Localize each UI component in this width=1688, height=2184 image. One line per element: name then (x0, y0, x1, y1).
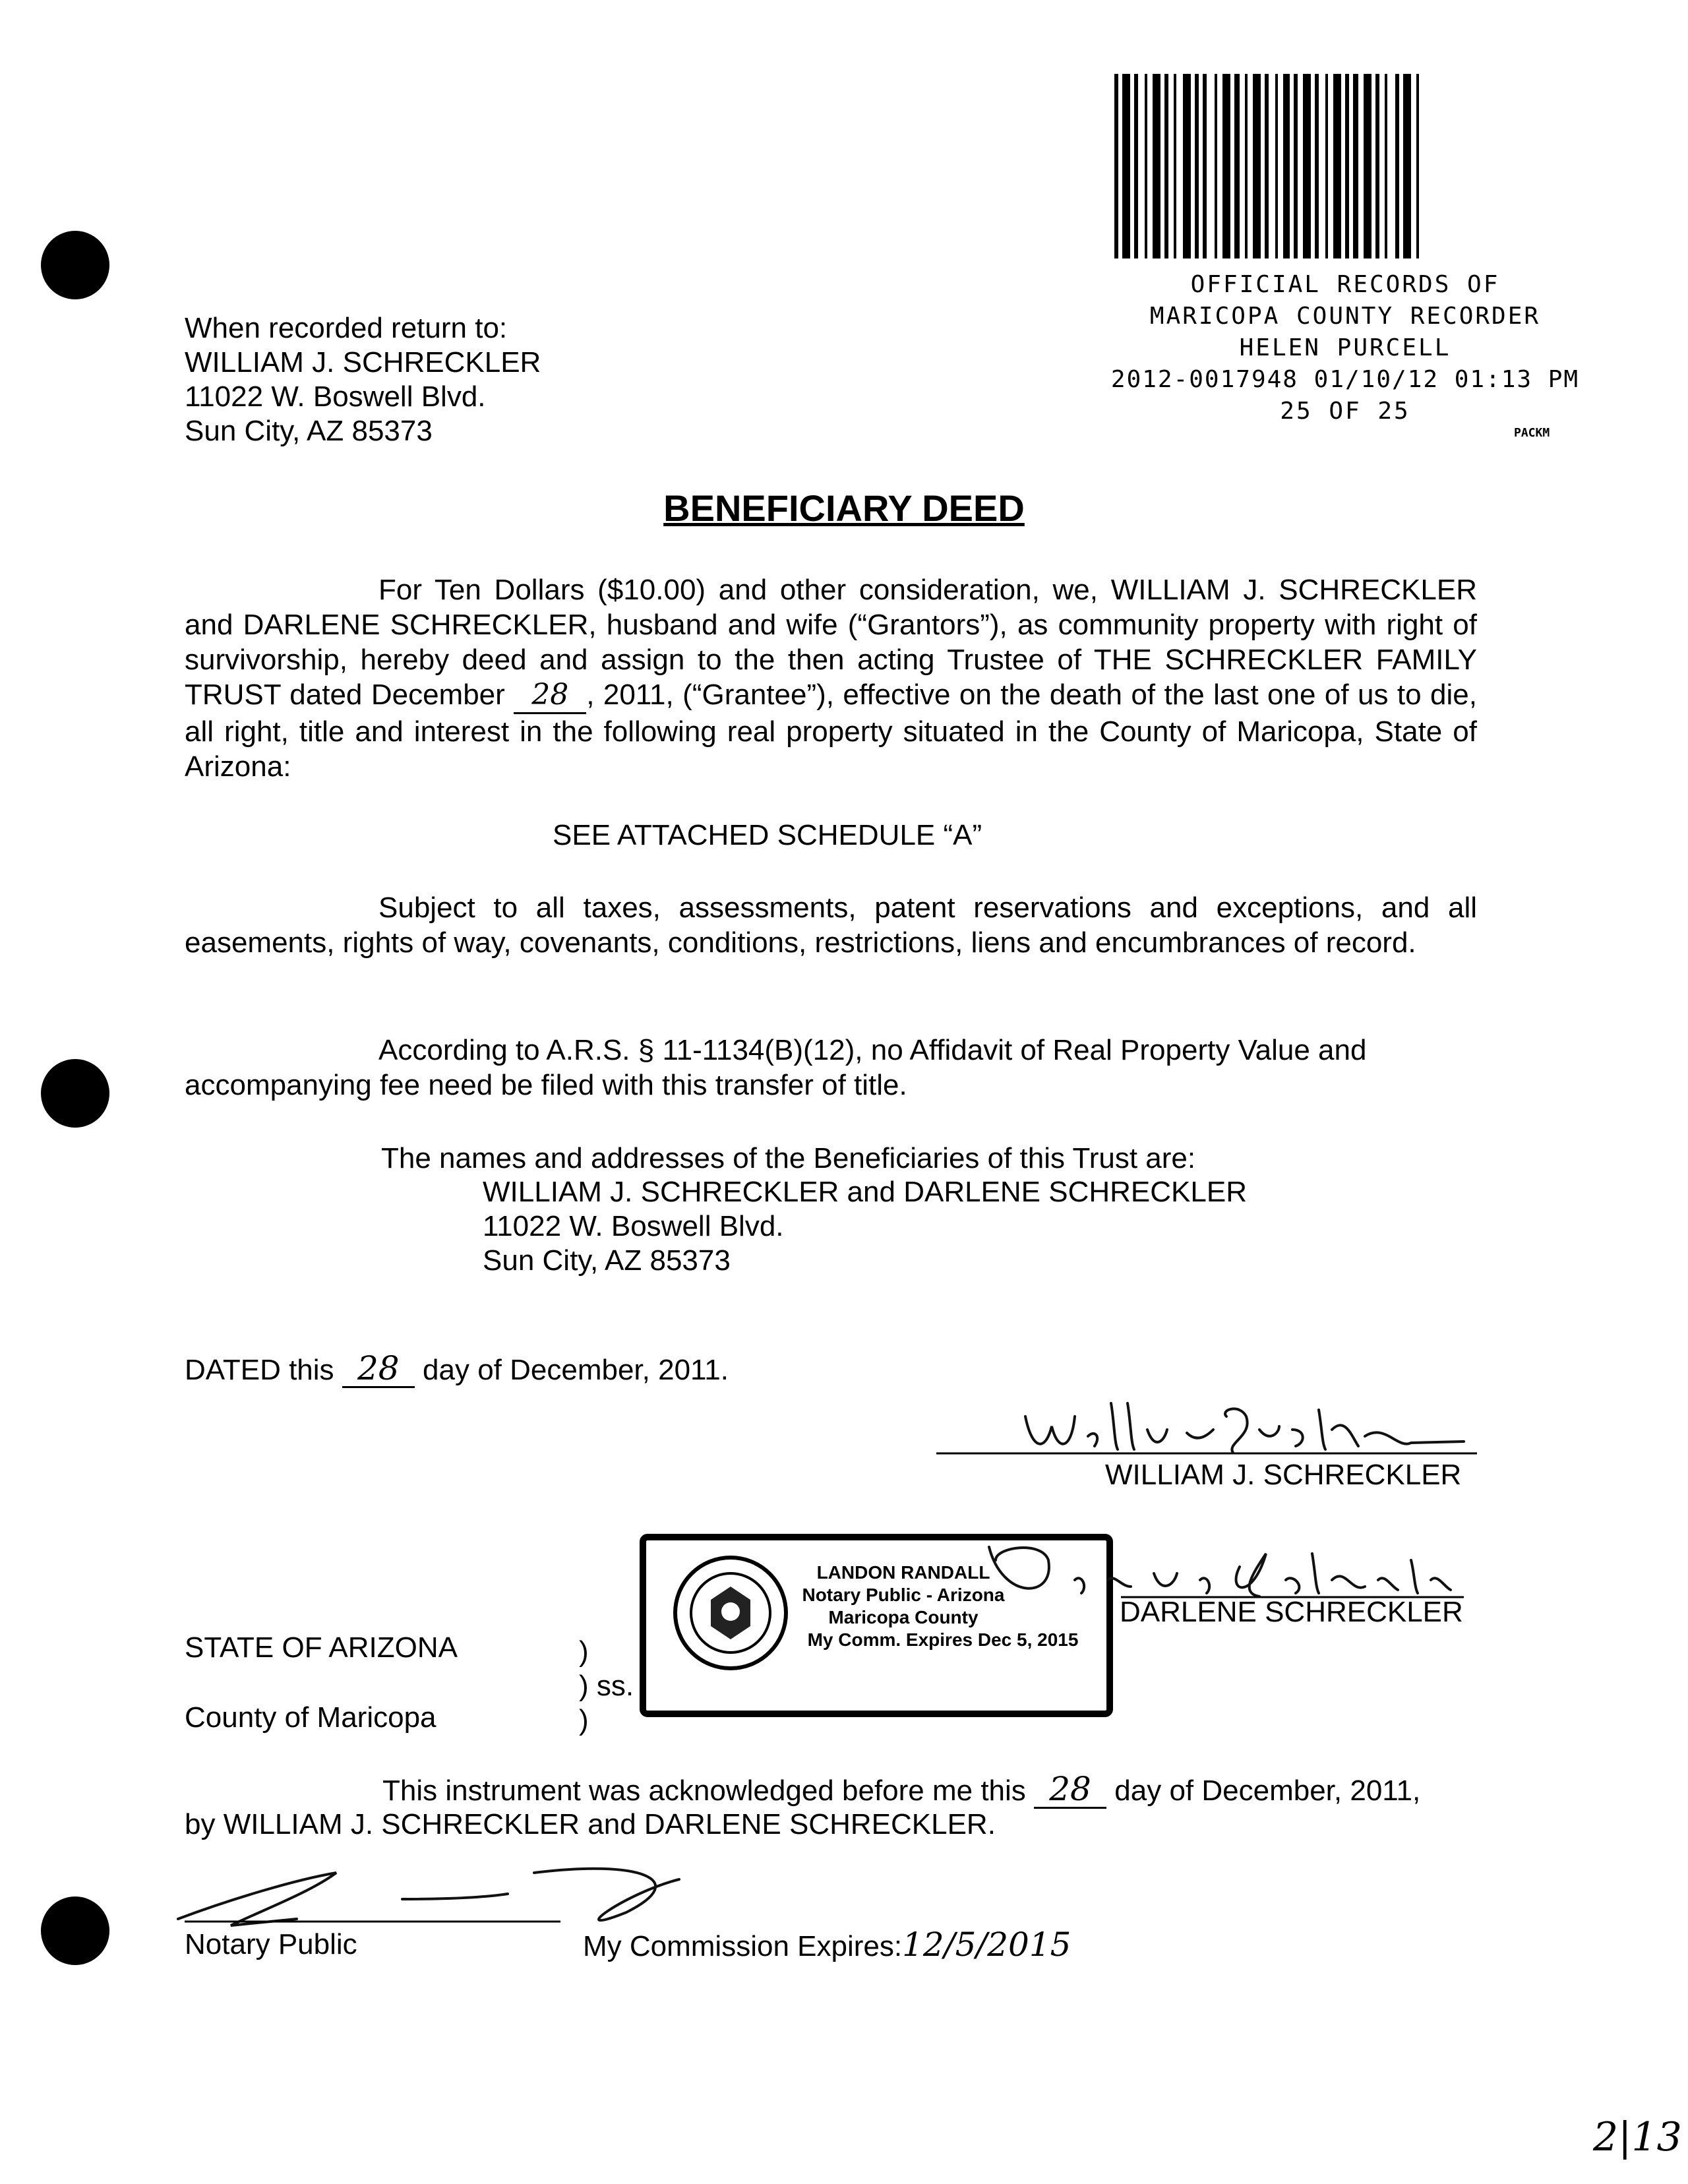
barcode-bar (1303, 74, 1311, 258)
signature-william (936, 1390, 1517, 1463)
page-mark: 2|13 (1593, 2114, 1682, 2160)
venue-ss: ) ss. (579, 1670, 634, 1702)
recorder-line-3: HELEN PURCELL (1239, 334, 1451, 361)
barcode-bar (1234, 74, 1240, 258)
recorder-line-1: OFFICIAL RECORDS OF (1190, 271, 1500, 298)
return-to-label: When recorded return to: (185, 312, 508, 344)
barcode-bar (1245, 74, 1248, 258)
barcode-bar (1215, 74, 1217, 258)
barcode-bar (1364, 74, 1372, 258)
notary-seal-line3: My Comm. Expires Dec 5, 2015 (807, 1629, 1079, 1650)
barcode-bar (1164, 74, 1168, 258)
barcode-bar (1134, 74, 1138, 258)
venue-state: STATE OF ARIZONA (185, 1631, 458, 1664)
recorder-stamp (1055, 269, 1635, 427)
barcode-bar (1315, 74, 1319, 258)
punch-hole-top (41, 231, 109, 299)
barcode-bar (1283, 74, 1290, 258)
dated-suffix: day of December, 2011. (423, 1354, 729, 1386)
dated-day: 28 (342, 1350, 415, 1388)
grant-text-part2: , 2011, (“Grantee”), effective on the death of the last one of us to die, all right, title and interest in the following real property situated in the County of Maricopa, State of Arizona: (185, 679, 1477, 783)
barcode-bar (1353, 74, 1358, 258)
acknowledgment-suffix: day of December, 2011, (1114, 1774, 1421, 1807)
barcode-bar (1253, 74, 1261, 258)
barcode-bar (1275, 74, 1278, 258)
acknowledgment-prefix: This instrument was acknowledged before me this (382, 1774, 1026, 1807)
dated-line (185, 1350, 729, 1388)
document-title: BENEFICIARY DEED (663, 487, 1025, 529)
beneficiary-names: WILLIAM J. SCHRECKLER and DARLENE SCHRECKLER (483, 1176, 1247, 1208)
subject-to-text: Subject to all taxes, assessments, patent reservations and exceptions, and all easements, rights of way, covenants, conditions, restrictions, liens and encumbrances of record. (185, 892, 1477, 959)
schedule-reference: SEE ATTACHED SCHEDULE “A” (553, 819, 982, 851)
subject-to-paragraph (185, 890, 1477, 960)
venue-paren-3: ) (579, 1704, 589, 1736)
barcode-bar (1416, 74, 1419, 258)
punch-hole-bottom (41, 1896, 109, 1965)
barcode-bar (1153, 74, 1160, 258)
commission-expires-value: 12/5/2015 (902, 1926, 1071, 1964)
barcode-bar (1265, 74, 1269, 258)
notary-seal-line2: Maricopa County (828, 1607, 979, 1627)
beneficiaries-intro: The names and addresses of the Beneficiaries of this Trust are: (381, 1142, 1196, 1174)
notary-public-label: Notary Public (185, 1928, 357, 1960)
signer-1-name: WILLIAM J. SCHRECKLER (1105, 1459, 1462, 1491)
signer-2-name: DARLENE SCHRECKLER (1120, 1596, 1463, 1628)
barcode-bar (1403, 74, 1411, 258)
recorder-line-2: MARICOPA COUNTY RECORDER (1149, 303, 1541, 330)
return-to-block (185, 311, 541, 448)
acknowledgment-line-1 (382, 1771, 1420, 1809)
barcode-bar (1114, 74, 1118, 258)
barcode-bar (1395, 74, 1399, 258)
return-to-name: WILLIAM J. SCHRECKLER (185, 346, 541, 379)
acknowledgment-line-2: by WILLIAM J. SCHRECKLER and DARLENE SCHRECKLER. (185, 1808, 996, 1840)
barcode-bar (1195, 74, 1199, 258)
trust-date-day: 28 (514, 677, 586, 714)
state-seal-icon (671, 1554, 790, 1672)
barcode-bar (1174, 74, 1176, 258)
recording-number: 2012-0017948 01/10/12 01:13 PM (1110, 366, 1580, 393)
barcode-bar (1345, 74, 1349, 258)
affidavit-text: According to A.R.S. § 11-1134(B)(12), no Affidavit of Real Property Value and accompanying fee need be filed with this transfer of title. (185, 1034, 1367, 1101)
acknowledgment-day: 28 (1034, 1771, 1106, 1809)
barcode-bar (1294, 74, 1298, 258)
return-to-city: Sun City, AZ 85373 (185, 415, 433, 447)
grant-text-part1: For Ten Dollars ($10.00) and other consideration, we, WILLIAM J. SCHRECKLER and DARLENE SCHRECKLER, husband and wife (“Grantors”), as community property with right of survivorship, hereby deed and assign to the then acting Trustee of THE SCHRECKLER FAMILY TRUST dated December (185, 574, 1477, 711)
affidavit-paragraph (185, 1033, 1477, 1103)
notary-seal-line1: Notary Public - Arizona (802, 1585, 1005, 1605)
barcode-bar (1375, 74, 1379, 258)
venue-paren-1: ) (579, 1635, 589, 1668)
beneficiaries-block (483, 1175, 1247, 1278)
page-count: 25 OF 25 (1280, 398, 1410, 425)
recorder-code: PACKM (1514, 426, 1550, 440)
notary-seal-name: LANDON RANDALL (816, 1562, 990, 1583)
beneficiary-city: Sun City, AZ 85373 (483, 1244, 731, 1277)
barcode-bar (1122, 74, 1130, 258)
return-to-street: 11022 W. Boswell Blvd. (185, 380, 486, 413)
barcode-bar (1183, 74, 1191, 258)
barcode-bar (1145, 74, 1147, 258)
dated-prefix: DATED this (185, 1354, 334, 1386)
beneficiary-street: 11022 W. Boswell Blvd. (483, 1210, 784, 1242)
barcode (1114, 74, 1530, 258)
commission-expires-label: My Commission Expires: (583, 1930, 903, 1962)
barcode-bar (1325, 74, 1328, 258)
barcode-bar (1222, 74, 1230, 258)
grant-paragraph (185, 572, 1477, 784)
punch-hole-middle (41, 1059, 109, 1128)
barcode-bar (1203, 74, 1207, 258)
barcode-bar (1333, 74, 1341, 258)
venue-county: County of Maricopa (185, 1701, 437, 1734)
commission-expires-line (583, 1927, 1071, 1964)
notary-signature (165, 1853, 692, 1932)
barcode-bar (1385, 74, 1387, 258)
